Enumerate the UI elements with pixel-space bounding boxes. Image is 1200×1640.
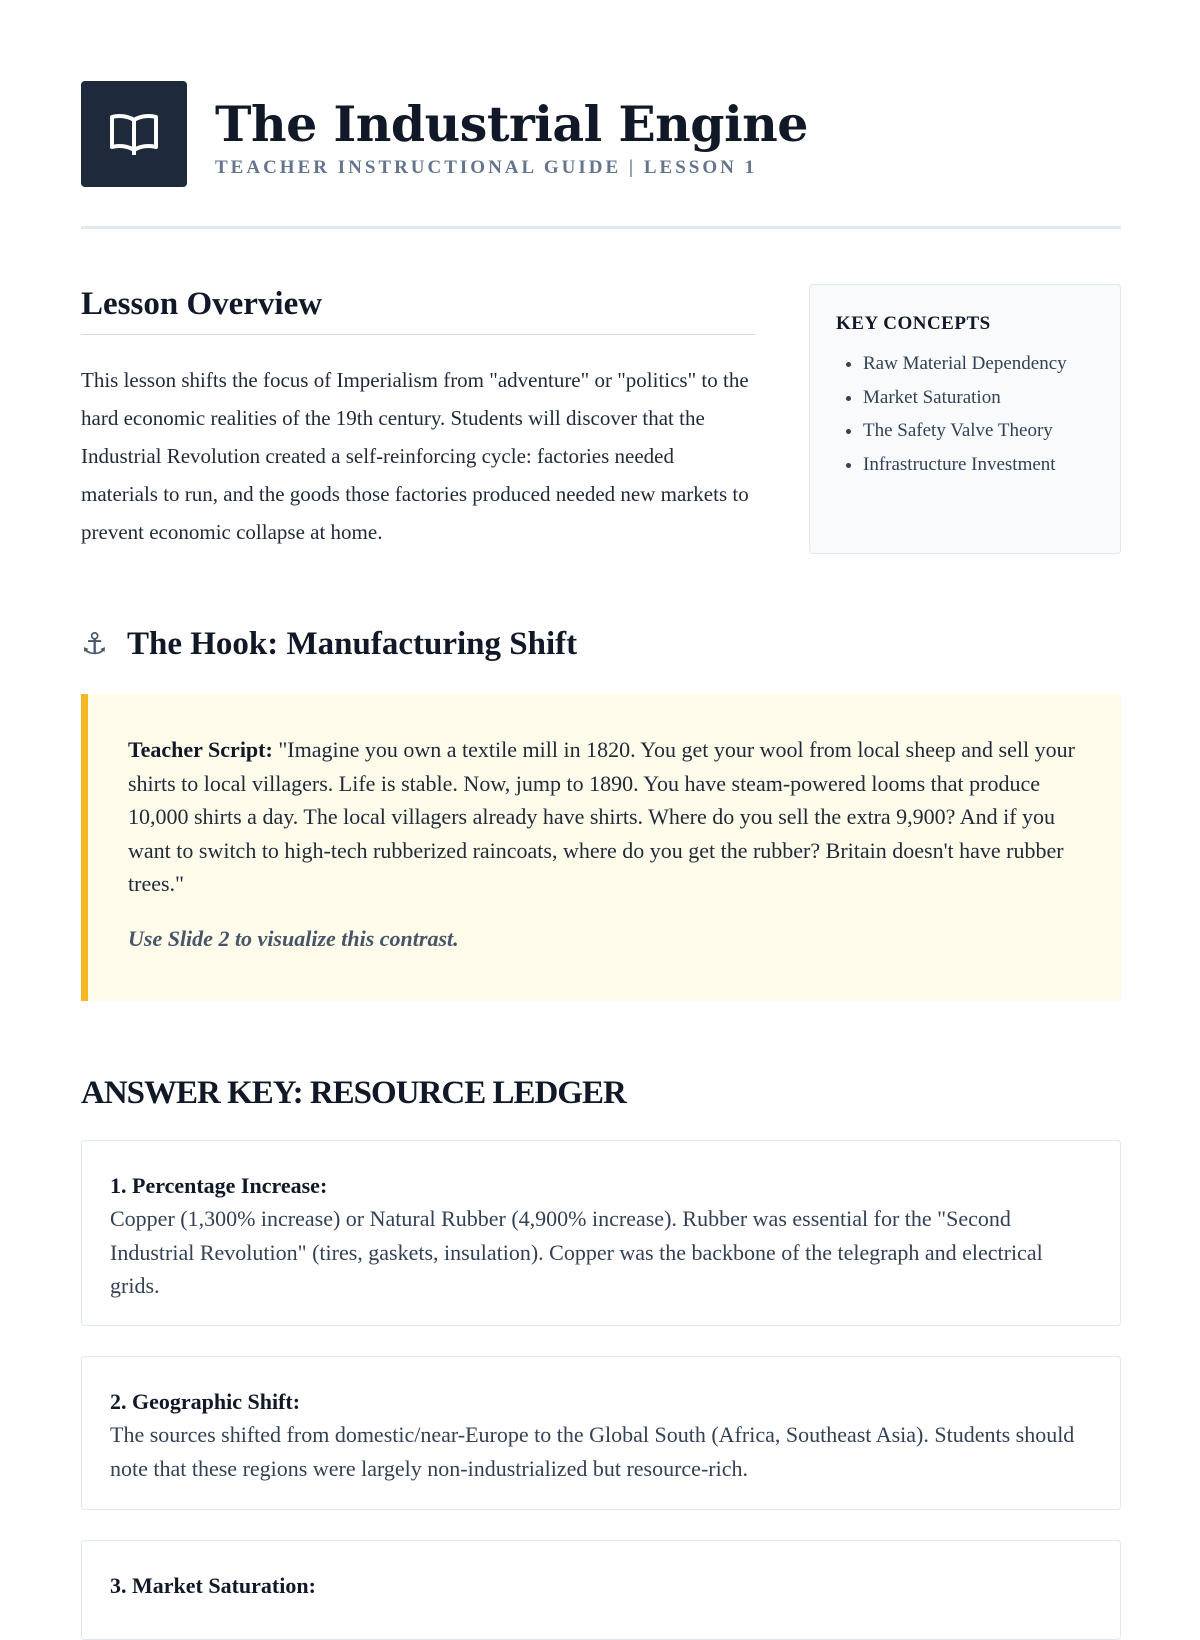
answer-text: The sources shifted from domestic/near-Europe to the Global South (Africa, Southeast Asia). Students should note that these regions were largely non-industrialized but resource-rich. xyxy=(110,1422,1075,1481)
answer-label: 1. Percentage Increase: xyxy=(110,1173,328,1198)
answer-label: 2. Geographic Shift: xyxy=(110,1389,301,1414)
open-book-icon-graphic xyxy=(108,111,160,157)
anchor-icon: ⚓ xyxy=(81,626,108,662)
key-concept-item: • Raw Material Dependency xyxy=(863,347,1094,381)
answer-label: 3. Market Saturation: xyxy=(110,1573,316,1598)
overview-heading: Lesson Overview xyxy=(81,284,755,335)
key-concepts-box xyxy=(809,284,1121,554)
key-concepts-heading: KEY CONCEPTS xyxy=(836,313,991,334)
page-header xyxy=(81,81,1121,187)
teacher-script xyxy=(128,733,1081,901)
key-concepts-list xyxy=(836,347,1094,481)
overview-paragraph: This lesson shifts the focus of Imperialism from "adventure" or "politics" to the hard economic realities of the 19th century. Students will discover that the Industrial Revolution created a self-reinforcing cycle: factories needed materials to run, and the goods those factories produced needed new markets to prevent economic collapse at home. xyxy=(81,368,749,544)
teacher-script-text: "Imagine you own a textile mill in 1820. You get your wool from local sheep and sell your shirts to local villagers. Life is stable. Now, jump to 1890. You have steam-powered looms that produce 10,000 shirts a day. The local villagers already have shirts. Where do you sell the extra 9,900? And if you want to switch to high-tech rubberized raincoats, where do you get the rubber? Britain doesn't have rubber trees." xyxy=(128,737,1075,896)
slide-note: Use Slide 2 to visualize this contrast. xyxy=(128,925,459,951)
answer-card xyxy=(81,1540,1121,1640)
header-divider xyxy=(81,226,1121,229)
overview-main xyxy=(81,284,755,551)
key-concept-item: • Infrastructure Investment xyxy=(863,448,1094,482)
answer-text: Copper (1,300% increase) or Natural Rubber (4,900% increase). Rubber was essential for the "Second Industrial Revolution" (tires, gaskets, insulation). Copper was the backbone of the telegraph and electrical grids. xyxy=(110,1206,1043,1298)
page-subtitle: TEACHER INSTRUCTIONAL GUIDE | LESSON 1 xyxy=(215,156,758,178)
answer-key-heading: ANSWER KEY: RESOURCE LEDGER xyxy=(81,1075,626,1111)
answer-card xyxy=(81,1140,1121,1326)
hook-section xyxy=(81,624,1121,951)
teacher-script-callout xyxy=(81,694,1121,1001)
key-concept-item: • The Safety Valve Theory xyxy=(863,414,1094,448)
teacher-script-label: Teacher Script: xyxy=(128,737,273,762)
answer-card xyxy=(81,1356,1121,1510)
header-text xyxy=(215,90,808,179)
open-book-icon xyxy=(81,81,187,187)
lesson-page xyxy=(81,81,1121,1598)
answer-key-section xyxy=(81,1071,1121,1598)
page-title: The Industrial Engine xyxy=(215,94,808,153)
key-concept-item: • Market Saturation xyxy=(863,381,1094,415)
hook-heading: The Hook: Manufacturing Shift xyxy=(127,625,578,662)
hook-heading-row xyxy=(81,624,1121,664)
